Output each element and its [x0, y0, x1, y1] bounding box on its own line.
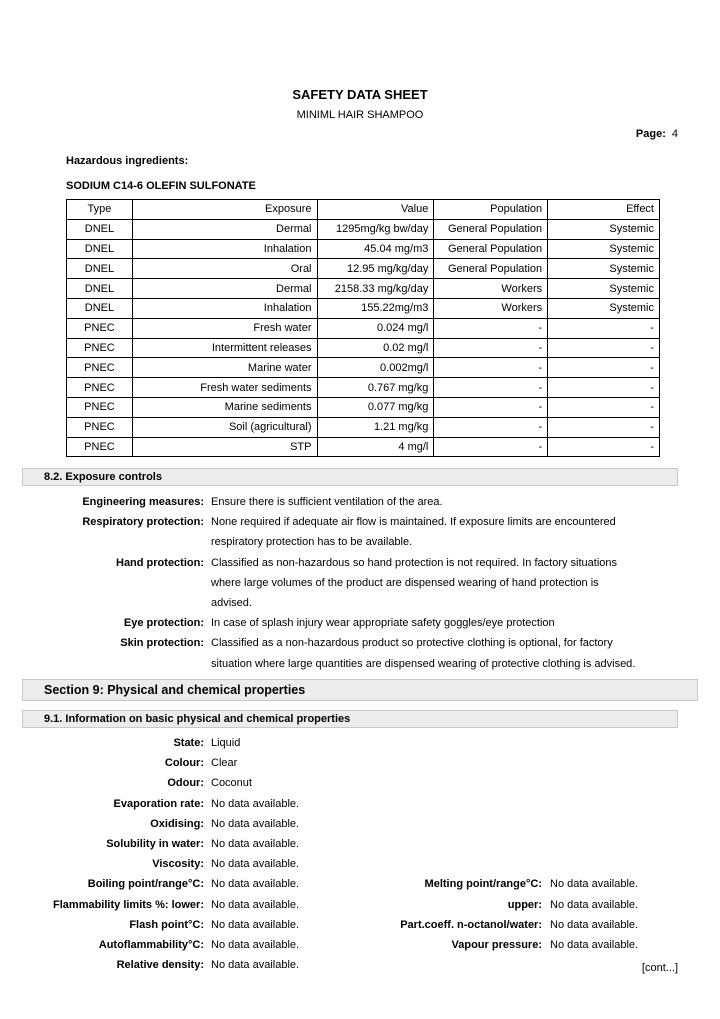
exposure-control-text: None required if adequate air flow is maintained. If exposure limits are encountered: [211, 516, 616, 529]
continued-marker: [cont...]: [641, 962, 678, 974]
exposure-control-text: Classified as non-hazardous so hand protection is not required. In factory situations: [211, 556, 618, 569]
type-cell: PNEC: [67, 338, 133, 358]
type-cell: PNEC: [67, 318, 133, 338]
exposure-cell: Fresh water: [132, 318, 317, 338]
table-row: [67, 397, 660, 417]
property-label: Viscosity:: [152, 858, 204, 871]
exposure-control-line: [0, 496, 720, 516]
property-label: Part.coeff. n-octanol/water:: [400, 918, 542, 931]
table-row: [67, 298, 660, 318]
value-cell: 0.024 mg/l: [317, 318, 434, 338]
exposure-cell: Marine water: [132, 358, 317, 378]
property-value: No data available.: [211, 939, 300, 951]
hazardous-ingredients-table: [66, 199, 660, 457]
property-value: No data available.: [211, 918, 300, 931]
population-cell: General Population: [434, 219, 548, 239]
property-row: [0, 919, 720, 939]
exposure-control-text: advised.: [211, 597, 252, 609]
property-value: No data available.: [550, 939, 639, 951]
exposure-control-line: [0, 658, 720, 678]
property-row: [0, 939, 720, 959]
population-cell: -: [434, 397, 548, 417]
type-cell: PNEC: [67, 378, 133, 398]
product-name: MINIML HAIR SHAMPOO: [296, 109, 424, 121]
exposure-control-text: Ensure there is sufficient ventilation of the area.: [211, 496, 443, 508]
exposure-control-label: Eye protection:: [123, 617, 204, 630]
hazardous-ingredients-heading: Hazardous ingredients:: [66, 155, 189, 167]
effect-cell: Systemic: [548, 298, 660, 318]
type-cell: PNEC: [67, 358, 133, 378]
exposure-control-text: In case of splash injury wear appropriate safety goggles/eye protection: [211, 617, 555, 630]
property-value: No data available.: [211, 858, 300, 871]
value-cell: 1.21 mg/kg: [317, 417, 434, 437]
page-label: Page:: [635, 128, 666, 140]
column-header-value: Value: [317, 200, 434, 220]
value-cell: 2158.33 mg/kg/day: [317, 279, 434, 299]
type-cell: PNEC: [67, 437, 133, 457]
population-cell: Workers: [434, 298, 548, 318]
property-row: [0, 737, 720, 757]
table-header-row: [67, 200, 660, 220]
property-label: Autoflammability°C:: [98, 939, 204, 951]
document-title: SAFETY DATA SHEET: [292, 87, 428, 102]
population-cell: General Population: [434, 259, 548, 279]
exposure-cell: Dermal: [132, 279, 317, 299]
population-cell: -: [434, 437, 548, 457]
effect-cell: Systemic: [548, 259, 660, 279]
table-row: [67, 219, 660, 239]
effect-cell: -: [548, 437, 660, 457]
value-cell: 0.02 mg/l: [317, 338, 434, 358]
property-value: No data available.: [550, 878, 639, 891]
population-cell: -: [434, 318, 548, 338]
page-number: 4: [671, 128, 678, 140]
exposure-controls-heading: 8.2. Exposure controls: [22, 468, 678, 486]
population-cell: -: [434, 338, 548, 358]
exposure-control-line: [0, 577, 720, 597]
property-row: [0, 959, 720, 979]
effect-cell: Systemic: [548, 219, 660, 239]
exposure-control-line: [0, 597, 720, 617]
exposure-cell: Fresh water sediments: [132, 378, 317, 398]
exposure-control-line: [0, 536, 720, 556]
exposure-control-label: Engineering measures:: [82, 496, 204, 508]
property-row: [0, 818, 720, 838]
exposure-cell: Intermittent releases: [132, 338, 317, 358]
property-label: Melting point/range°C:: [424, 878, 542, 891]
property-value: No data available.: [211, 797, 300, 810]
effect-cell: -: [548, 397, 660, 417]
table-row: [67, 378, 660, 398]
exposure-control-line: [0, 617, 720, 637]
table-row: [67, 239, 660, 259]
property-label: Vapour pressure:: [451, 939, 542, 951]
population-cell: -: [434, 358, 548, 378]
value-cell: 12.95 mg/kg/day: [317, 259, 434, 279]
effect-cell: -: [548, 417, 660, 437]
table-row: [67, 417, 660, 437]
type-cell: DNEL: [67, 298, 133, 318]
population-cell: Workers: [434, 279, 548, 299]
exposure-control-text: respiratory protection has to be available.: [211, 536, 413, 549]
effect-cell: Systemic: [548, 239, 660, 259]
substance-name: SODIUM C14-6 OLEFIN SULFONATE: [66, 180, 256, 192]
table-row: [67, 358, 660, 378]
property-value: Coconut: [211, 777, 252, 790]
value-cell: 0.767 mg/kg: [317, 378, 434, 398]
exposure-control-line: [0, 516, 720, 536]
exposure-cell: Soil (agricultural): [132, 417, 317, 437]
column-header-exposure: Exposure: [132, 200, 317, 220]
property-label: Evaporation rate:: [113, 797, 204, 810]
exposure-control-line: [0, 637, 720, 657]
property-label: State:: [173, 737, 204, 749]
property-row: [0, 858, 720, 878]
exposure-cell: Marine sediments: [132, 397, 317, 417]
property-label: Boiling point/range°C:: [87, 878, 204, 891]
property-value: No data available.: [550, 898, 639, 911]
property-value: Liquid: [211, 737, 241, 749]
effect-cell: -: [548, 378, 660, 398]
value-cell: 0.077 mg/kg: [317, 397, 434, 417]
exposure-control-text: situation where large quantities are dispensed wearing of protective clothing is advised.: [211, 657, 636, 670]
exposure-cell: Inhalation: [132, 298, 317, 318]
column-header-population: Population: [434, 200, 548, 220]
exposure-control-label: Respiratory protection:: [82, 516, 204, 529]
property-label: Colour:: [164, 757, 204, 770]
property-row: [0, 878, 720, 898]
property-label: Relative density:: [116, 959, 204, 972]
property-label: Solubility in water:: [106, 838, 204, 850]
property-row: [0, 899, 720, 919]
value-cell: 4 mg/l: [317, 437, 434, 457]
table-row: [67, 437, 660, 457]
property-row: [0, 777, 720, 797]
column-header-effect: Effect: [548, 200, 660, 220]
type-cell: PNEC: [67, 417, 133, 437]
section-9-heading: Section 9: Physical and chemical properties: [22, 679, 698, 701]
exposure-control-text: where large volumes of the product are dispensed wearing of hand protection is: [211, 576, 599, 589]
exposure-cell: Dermal: [132, 219, 317, 239]
effect-cell: -: [548, 318, 660, 338]
basic-properties-heading: 9.1. Information on basic physical and chemical properties: [22, 710, 678, 728]
property-label: Oxidising:: [150, 817, 204, 830]
property-label: Odour:: [167, 777, 204, 790]
value-cell: 45.04 mg/m3: [317, 239, 434, 259]
property-value: No data available.: [211, 838, 300, 850]
property-row: [0, 757, 720, 777]
effect-cell: -: [548, 358, 660, 378]
page-indicator: [636, 128, 678, 140]
population-cell: General Population: [434, 239, 548, 259]
exposure-control-label: Skin protection:: [120, 637, 204, 650]
exposure-control-label: Hand protection:: [116, 556, 204, 569]
type-cell: DNEL: [67, 219, 133, 239]
type-cell: DNEL: [67, 239, 133, 259]
exposure-cell: Inhalation: [132, 239, 317, 259]
value-cell: 155.22mg/m3: [317, 298, 434, 318]
property-row: [0, 838, 720, 858]
exposure-cell: STP: [132, 437, 317, 457]
table-row: [67, 279, 660, 299]
property-value: No data available.: [211, 898, 300, 911]
type-cell: DNEL: [67, 259, 133, 279]
type-cell: DNEL: [67, 279, 133, 299]
exposure-control-line: [0, 557, 720, 577]
property-label: Flammability limits %: lower:: [53, 898, 204, 911]
column-header-type: Type: [67, 200, 133, 220]
property-value: Clear: [211, 757, 238, 770]
property-label: Flash point°C:: [129, 918, 204, 931]
table-row: [67, 338, 660, 358]
property-value: No data available.: [550, 918, 639, 931]
population-cell: -: [434, 417, 548, 437]
effect-cell: -: [548, 338, 660, 358]
population-cell: -: [434, 378, 548, 398]
value-cell: 1295mg/kg bw/day: [317, 219, 434, 239]
table-row: [67, 259, 660, 279]
exposure-cell: Oral: [132, 259, 317, 279]
value-cell: 0.002mg/l: [317, 358, 434, 378]
property-value: No data available.: [211, 878, 300, 891]
type-cell: PNEC: [67, 397, 133, 417]
property-row: [0, 798, 720, 818]
effect-cell: Systemic: [548, 279, 660, 299]
table-row: [67, 318, 660, 338]
property-value: No data available.: [211, 817, 300, 830]
property-label: upper:: [507, 898, 542, 911]
property-value: No data available.: [211, 959, 300, 972]
exposure-control-text: Classified as a non-hazardous product so protective clothing is optional, for factory: [211, 637, 613, 650]
